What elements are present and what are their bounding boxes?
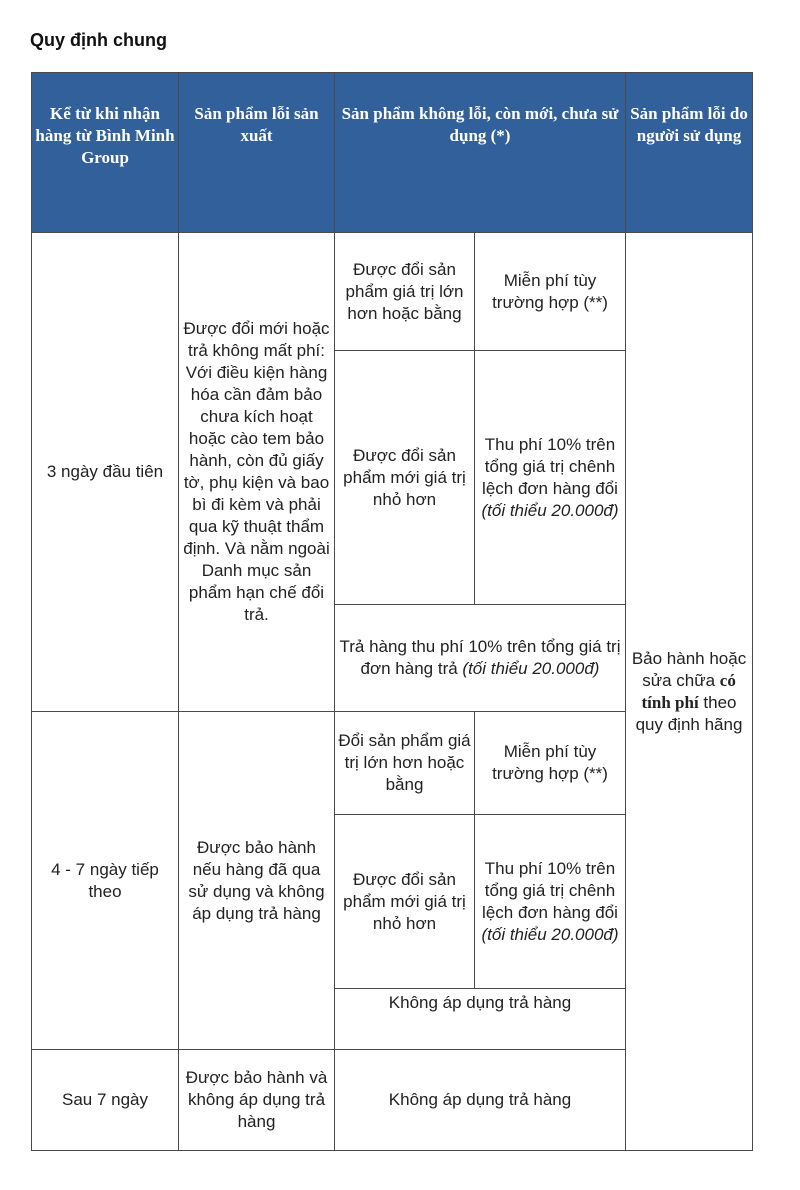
header-user-fault: Sản phẩm lỗi do người sử dụng bbox=[626, 73, 753, 233]
defect-policy: Được bảo hành và không áp dụng trả hàng bbox=[179, 1050, 335, 1151]
exchange-lower-value: Được đổi sản phẩm mới giá trị nhỏ hơn bbox=[335, 351, 475, 605]
user-fault-policy: Bảo hành hoặc sửa chữa có tính phí theo quy định hãng bbox=[626, 233, 753, 1151]
page-title: Quy định chung bbox=[30, 30, 167, 50]
table-row bbox=[32, 233, 753, 351]
period-label: 4 - 7 ngày tiếp theo bbox=[32, 712, 179, 1050]
exchange-higher-fee: Miễn phí tùy trường hợp (**) bbox=[475, 712, 626, 815]
exchange-higher-fee: Miễn phí tùy trường hợp (**) bbox=[475, 233, 626, 351]
no-return: Không áp dụng trả hàng bbox=[335, 1050, 626, 1151]
period-label: Sau 7 ngày bbox=[32, 1050, 179, 1151]
header-manufacturing-defect: Sản phẩm lỗi sản xuất bbox=[179, 73, 335, 233]
period-label: 3 ngày đầu tiên bbox=[32, 233, 179, 712]
header-non-defective-new: Sản phẩm không lỗi, còn mới, chưa sử dụng (*) bbox=[335, 73, 626, 233]
exchange-higher-value: Đổi sản phẩm giá trị lớn hơn hoặc bằng bbox=[335, 712, 475, 815]
paid-emphasis: có tính phí bbox=[641, 670, 736, 712]
header-time-since-receipt: Kể từ khi nhận hàng từ Bình Minh Group bbox=[32, 73, 179, 233]
exchange-lower-value: Được đổi sản phẩm mới giá trị nhỏ hơn bbox=[335, 815, 475, 989]
defect-policy: Được đổi mới hoặc trả không mất phí: Với điều kiện hàng hóa cần đảm bảo chưa kích hoạt hoặc cào tem bảo hành, còn đủ giấy tờ, phụ kiện và bao bì đi kèm và phải qua kỹ thuật thẩm định. Và nằm ngoài Danh mục sản phẩm hạn chế đổi trả. bbox=[179, 233, 335, 712]
defect-policy: Được bảo hành nếu hàng đã qua sử dụng và không áp dụng trả hàng bbox=[179, 712, 335, 1050]
return-fee: Trả hàng thu phí 10% trên tổng giá trị đơn hàng trả (tối thiểu 20.000đ) bbox=[335, 605, 626, 712]
exchange-lower-fee: Thu phí 10% trên tổng giá trị chênh lệch đơn hàng đổi (tối thiểu 20.000đ) bbox=[475, 815, 626, 989]
header-row bbox=[32, 73, 753, 233]
no-return: Không áp dụng trả hàng bbox=[335, 989, 626, 1050]
exchange-lower-fee: Thu phí 10% trên tổng giá trị chênh lệch đơn hàng đổi (tối thiểu 20.000đ) bbox=[475, 351, 626, 605]
return-policy-table bbox=[31, 72, 753, 1151]
exchange-higher-value: Được đổi sản phẩm giá trị lớn hơn hoặc bằng bbox=[335, 233, 475, 351]
